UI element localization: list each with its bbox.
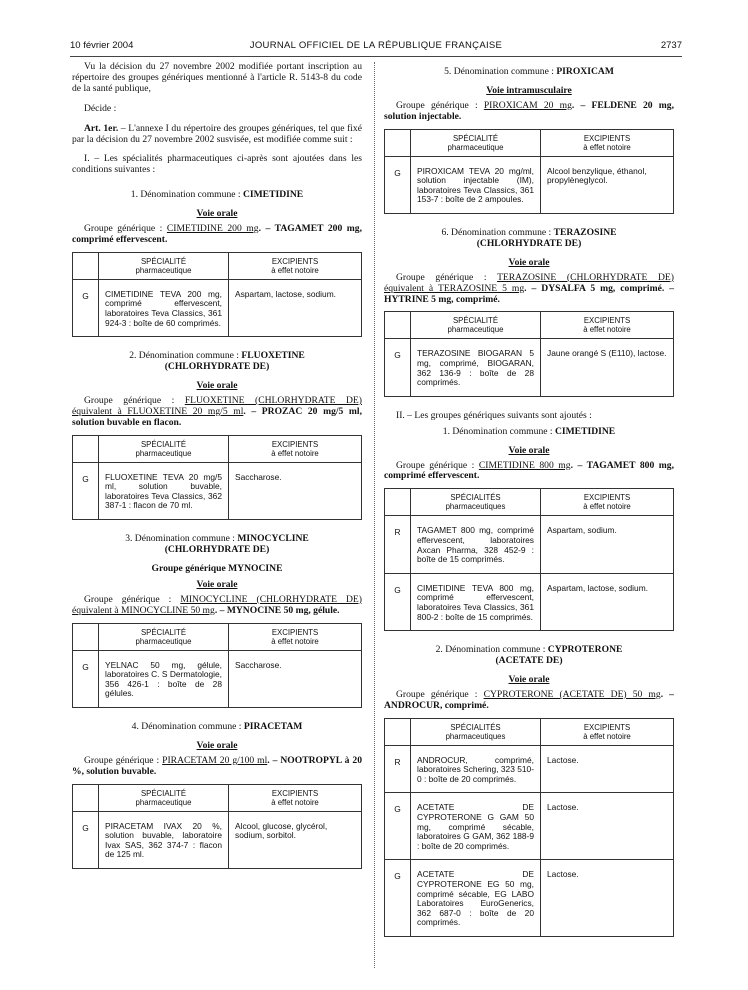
row-specialite: PIRACETAM IVAX 20 %, solution buvable, laboratoire Ivax SAS, 362 374-7 : flacon de 125 ml. <box>99 811 229 868</box>
header-excipients <box>541 312 674 339</box>
denom-prefix: 4. Dénomination commune : <box>131 720 244 732</box>
denomination-cyproterone <box>384 645 674 667</box>
table-row <box>385 516 674 573</box>
header-excipients <box>229 623 362 650</box>
header-excipients-label: EXCIPIENTS <box>271 788 319 798</box>
voie-label: Voie orale <box>196 208 238 220</box>
row-excipients: Alcool, glucose, glycérol, sodium, sorbitol. <box>229 811 362 868</box>
groupe-generique <box>384 690 674 712</box>
header-specialite <box>411 489 541 516</box>
groupe-reference: . – DYSALFA 5 mg, comprimé. – HYTRINE 5 mg, comprimé. <box>384 282 674 305</box>
denom-prefix: 6. Dénomination commune : <box>441 227 554 238</box>
row-excipients: Saccharose. <box>229 462 362 519</box>
header-pharma-label: pharmaceutique <box>447 142 504 152</box>
table-row <box>73 279 362 336</box>
column-divider <box>374 62 375 968</box>
denom-prefix: 5. Dénomination commune : <box>444 66 557 77</box>
denom-line2: (CHLORHYDRATE DE) <box>164 361 270 373</box>
left-column <box>72 62 362 883</box>
groupe-generique <box>72 396 362 429</box>
groupe-dosage: CIMETIDINE 800 mg <box>478 459 571 471</box>
decide-line: Décide : <box>84 102 117 114</box>
row-code: G <box>73 811 99 868</box>
header-pharma-label: pharmaceutique <box>135 797 192 807</box>
row-excipients: Jaune orangé S (E110), lactose. <box>541 339 674 396</box>
header-specialite <box>411 129 541 156</box>
header-code <box>385 718 411 745</box>
row-specialite: TERAZOSINE BIOGARAN 5 mg, comprimé, BIOGARAN, 362 136-9 : boîte de 28 comprimés. <box>411 339 541 396</box>
point-2: II. – Les groupes génériques suivants sont ajoutés : <box>396 409 592 421</box>
denom-prefix: 1. Dénomination commune : <box>442 425 555 437</box>
denom-name: FLUOXETINE <box>241 350 305 362</box>
spec-table <box>72 252 362 337</box>
row-excipients: Aspartam, sodium. <box>541 516 674 573</box>
spec-table <box>72 784 362 869</box>
table-row <box>385 573 674 630</box>
header-excipients-label: EXCIPIENTS <box>583 133 631 143</box>
table-row <box>73 650 362 707</box>
spec-table <box>72 623 362 708</box>
table-row <box>385 860 674 937</box>
groupe-prefix: Groupe générique : <box>84 223 167 235</box>
article-label: Art. 1er. <box>84 122 119 134</box>
page-header <box>70 40 682 54</box>
header-excipients <box>541 718 674 745</box>
table-row <box>385 339 674 396</box>
header-specialite <box>99 252 229 279</box>
denom-line2: (CHLORHYDRATE DE) <box>476 237 582 249</box>
header-specialite-label: SPÉCIALITÉ <box>140 627 187 637</box>
row-excipients: Saccharose. <box>229 650 362 707</box>
groupe-generique <box>384 461 674 483</box>
header-specialite-label: SPÉCIALITÉS <box>450 722 501 732</box>
row-specialite: TAGAMET 800 mg, comprimé effervescent, laboratoires Axcan Pharma, 328 452-9 : boîte de 15 comprimés. <box>411 516 541 573</box>
article-1 <box>72 124 362 146</box>
groupe-generique <box>72 224 362 246</box>
header-code <box>73 784 99 811</box>
denom-prefix: 1. Dénomination commune : <box>130 189 243 201</box>
header-excipients <box>229 252 362 279</box>
header-page-number: 2737 <box>660 40 682 51</box>
row-excipients: Lactose. <box>541 793 674 860</box>
header-pharma-label: pharmaceutique <box>135 636 192 646</box>
groupe-dosage: CIMETIDINE 200 mg <box>166 223 259 235</box>
header-specialite <box>411 312 541 339</box>
spec-table <box>72 435 362 520</box>
groupe-reference: . – MYNOCINE 50 mg, gélule. <box>214 604 340 616</box>
header-effet-label: à effet notoire <box>583 502 631 512</box>
header-specialite-label: SPÉCIALITÉ <box>140 256 187 266</box>
groupe-heading: Groupe générique MYNOCINE <box>151 562 283 574</box>
row-code: G <box>385 573 411 630</box>
table-row <box>73 811 362 868</box>
header-specialite-label: SPÉCIALITÉ <box>140 439 187 449</box>
groupe-reference: . – PROZAC 20 mg/5 ml, solution buvable en flacon. <box>72 405 362 428</box>
header-title: JOURNAL OFFICIEL DE LA RÉPUBLIQUE FRANÇAISE <box>249 40 503 51</box>
denomination-piracetam <box>72 722 362 733</box>
groupe-prefix: Groupe générique : <box>84 593 181 605</box>
header-specialite-label: SPÉCIALITÉ <box>140 788 187 798</box>
groupe-prefix: Groupe générique : <box>396 459 479 471</box>
table-row <box>385 793 674 860</box>
voie-label: Voie orale <box>196 578 238 590</box>
groupe-reference: . – ANDROCUR, comprimé. <box>384 688 674 711</box>
header-specialite <box>99 623 229 650</box>
spec-table <box>384 718 674 937</box>
header-excipients <box>229 435 362 462</box>
groupe-prefix: Groupe générique : <box>84 394 185 406</box>
header-specialite <box>99 784 229 811</box>
denomination-cimetidine <box>72 190 362 201</box>
voie-label: Voie orale <box>196 380 238 392</box>
table-row <box>385 156 674 213</box>
row-code: G <box>385 860 411 937</box>
spec-table <box>384 488 674 631</box>
row-excipients: Lactose. <box>541 745 674 793</box>
denom-prefix: 3. Dénomination commune : <box>125 533 238 545</box>
row-code: R <box>385 516 411 573</box>
denom-prefix: 2. Dénomination commune : <box>129 350 242 362</box>
denom-line2: (ACETATE DE) <box>495 655 563 666</box>
row-code: G <box>385 339 411 396</box>
groupe-dosage: CYPROTERONE (ACETATE DE) 50 mg <box>483 688 661 700</box>
header-specialite <box>99 435 229 462</box>
header-effet-label: à effet notoire <box>583 142 631 152</box>
voie-label: Voie orale <box>196 739 238 751</box>
row-excipients: Aspartam, lactose, sodium. <box>541 573 674 630</box>
header-excipients <box>229 784 362 811</box>
groupe-generique <box>384 101 674 123</box>
groupe-dosage: TERAZOSINE (CHLORHYDRATE DE) équivalent à TERAZOSINE 5 mg <box>384 271 674 294</box>
groupe-dosage: PIROXICAM 20 mg <box>483 99 572 111</box>
denom-line2: (CHLORHYDRATE DE) <box>164 543 270 555</box>
spec-table <box>384 311 674 396</box>
groupe-generique <box>384 273 674 306</box>
header-effet-label: à effet notoire <box>271 265 319 275</box>
header-date: 10 février 2004 <box>70 40 134 51</box>
article-text: – L'annexe I du répertoire des groupes génériques, tel que fixé par la décision du 27 novembre 2002 susvisée, est modifiée comme suit : <box>72 122 362 145</box>
voie-label: Voie orale <box>508 444 550 456</box>
voie-label: Voie intramusculaire <box>486 84 572 96</box>
row-code: G <box>385 156 411 213</box>
groupe-prefix: Groupe générique : <box>396 271 498 283</box>
denomination-cimetidine-2 <box>384 427 674 438</box>
row-specialite: FLUOXETINE TEVA 20 mg/5 ml, solution buvable, laboratoires Teva Classics, 362 387-1 : flacon de 70 ml. <box>99 462 229 519</box>
header-code <box>73 623 99 650</box>
intro-paragraph: Vu la décision du 27 novembre 2002 modifiée portant inscription au répertoire des groupes génériques mentionné à l'article R. 5143-8 du code de la santé publique, <box>72 61 362 94</box>
row-specialite: YELNAC 50 mg, gélule, laboratoires C. S Dermatologie, 356 426-1 : boîte de 28 gélules. <box>99 650 229 707</box>
voie-label: Voie orale <box>508 256 550 268</box>
row-code: G <box>73 650 99 707</box>
row-excipients: Aspartam, lactose, sodium. <box>229 279 362 336</box>
spec-table <box>384 129 674 214</box>
header-code <box>73 252 99 279</box>
denomination-piroxicam <box>384 67 674 78</box>
header-pharma-label: pharmaceutiques <box>445 502 506 512</box>
point-1: I. – Les spécialités pharmaceutiques ci-après sont ajoutées dans les conditions suivantes : <box>72 153 362 176</box>
right-column <box>384 62 674 937</box>
groupe-reference: . – TAGAMET 200 mg, comprimé effervescent. <box>72 223 362 245</box>
header-excipients-label: EXCIPIENTS <box>583 722 631 732</box>
table-row <box>73 462 362 519</box>
header-code <box>385 489 411 516</box>
row-excipients: Lactose. <box>541 860 674 937</box>
groupe-reference: . – TAGAMET 800 mg, comprimé effervescent. <box>384 459 674 482</box>
groupe-dosage: FLUOXETINE (CHLORHYDRATE DE) équivalent à FLUOXETINE 20 mg/5 ml <box>72 394 362 417</box>
denom-prefix: 2. Dénomination commune : <box>435 644 548 656</box>
groupe-reference: . – FELDENE 20 mg, solution injectable. <box>384 99 674 122</box>
header-pharma-label: pharmaceutique <box>447 325 504 335</box>
header-specialite-label: SPÉCIALITÉ <box>452 316 499 326</box>
denomination-fluoxetine <box>72 351 362 373</box>
header-pharma-label: pharmaceutique <box>135 448 192 458</box>
denom-name: CIMETIDINE <box>554 425 616 437</box>
header-rule <box>70 56 682 57</box>
header-excipients-label: EXCIPIENTS <box>583 493 631 503</box>
denom-name: CYPROTERONE <box>547 644 623 656</box>
row-specialite: PIROXICAM TEVA 20 mg/ml, solution injectable (IM), laboratoires Teva Classics, 361 153-7 : boîte de 2 ampoules. <box>411 156 541 213</box>
groupe-prefix: Groupe générique : <box>84 754 163 766</box>
denomination-terazosine <box>384 228 674 250</box>
groupe-dosage: MINOCYCLINE (CHLORHYDRATE DE) équivalent à MINOCYCLINE 50 mg <box>72 593 362 616</box>
groupe-dosage: PIRACETAM 20 g/100 ml <box>162 754 268 766</box>
header-effet-label: à effet notoire <box>583 731 631 741</box>
header-excipients-label: EXCIPIENTS <box>583 316 631 326</box>
header-effet-label: à effet notoire <box>271 636 319 646</box>
header-code <box>385 312 411 339</box>
voie-label: Voie orale <box>508 673 550 685</box>
denom-name: PIRACETAM <box>243 720 303 732</box>
row-specialite: ACETATE DE CYPROTERONE EG 50 mg, comprimé sécable, EG LABO Laboratoires EuroGenerics, 362 687-0 : boîte de 20 comprimés. <box>411 860 541 937</box>
header-effet-label: à effet notoire <box>583 325 631 335</box>
row-code: G <box>73 279 99 336</box>
groupe-prefix: Groupe générique : <box>396 688 484 700</box>
denom-name: MINOCYCLINE <box>237 533 309 545</box>
groupe-generique <box>72 756 362 778</box>
groupe-generique <box>72 595 362 617</box>
groupe-reference: . – NOOTROPYL à 20 %, solution buvable. <box>72 754 362 777</box>
header-code <box>73 435 99 462</box>
header-specialite-label: SPÉCIALITÉS <box>450 493 501 503</box>
row-code: G <box>73 462 99 519</box>
row-excipients: Alcool benzylique, éthanol, propylèneglycol. <box>541 156 674 213</box>
denomination-minocycline <box>72 534 362 556</box>
row-code: R <box>385 745 411 793</box>
header-effet-label: à effet notoire <box>271 797 319 807</box>
row-specialite: CIMETIDINE TEVA 200 mg, comprimé effervescent, laboratoires Teva Classics, 361 924-3 : boîte de 60 comprimés. <box>99 279 229 336</box>
header-pharma-label: pharmaceutique <box>135 265 192 275</box>
table-row <box>385 745 674 793</box>
row-code: G <box>385 793 411 860</box>
header-excipients-label: EXCIPIENTS <box>271 256 319 266</box>
header-excipients-label: EXCIPIENTS <box>271 627 319 637</box>
header-effet-label: à effet notoire <box>271 448 319 458</box>
denom-name: PIROXICAM <box>556 66 614 77</box>
header-excipients <box>541 129 674 156</box>
header-pharma-label: pharmaceutiques <box>445 731 506 741</box>
row-specialite: ACETATE DE CYPROTERONE G GAM 50 mg, comprimé sécable, laboratoires G GAM, 362 188-9 : boîte de 20 comprimés. <box>411 793 541 860</box>
header-excipients-label: EXCIPIENTS <box>271 439 319 449</box>
row-specialite: ANDROCUR, comprimé, laboratoires Schering, 323 510-0 : boîte de 20 comprimés. <box>411 745 541 793</box>
groupe-prefix: Groupe générique : <box>396 99 484 111</box>
header-specialite <box>411 718 541 745</box>
header-excipients <box>541 489 674 516</box>
header-code <box>385 129 411 156</box>
denom-name: TERAZOSINE <box>553 227 617 238</box>
header-specialite-label: SPÉCIALITÉ <box>452 133 499 143</box>
row-specialite: CIMETIDINE TEVA 800 mg, comprimé effervescent, laboratoires Teva Classics, 361 800-2 : boîte de 15 comprimés. <box>411 573 541 630</box>
denom-name: CIMETIDINE <box>242 189 304 201</box>
